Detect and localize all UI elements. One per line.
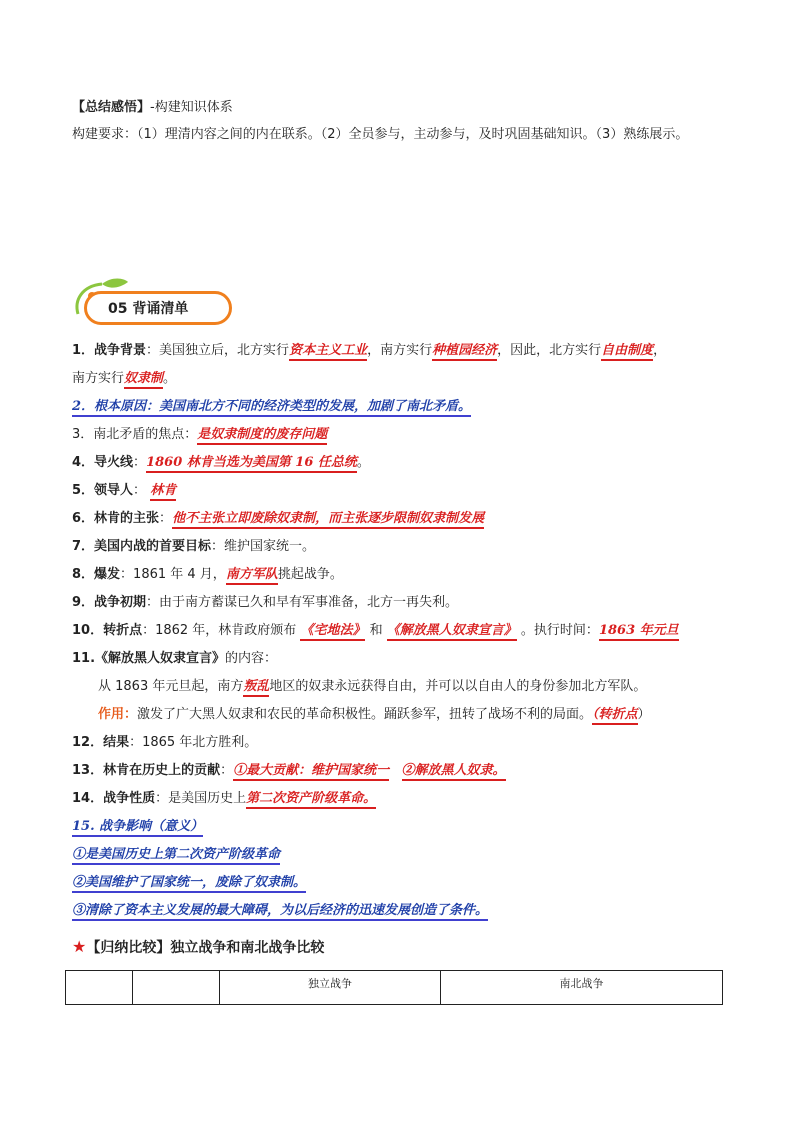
item-1-cont: 南方实行奴隶制。 (72, 367, 176, 386)
item-13: 13．林肯在历史上的贡献：①最大贡献：维护国家统一 ②解放黑人奴隶。 (72, 759, 506, 778)
table-cell (133, 971, 220, 1005)
item-2: 2．根本原因：美国南北方不同的经济类型的发展，加剧了南北矛盾。 (72, 395, 471, 414)
item-11-content: 从 1863 年元旦起，南方叛乱地区的奴隶永远获得自由，并可以以自由人的身份参加北方军队。 (98, 675, 646, 694)
summary-heading-rest: -构建知识体系 (150, 100, 233, 115)
item-14: 14．战争性质：是美国历史上第二次资产阶级革命。 (72, 787, 376, 806)
item-11: 11.《解放黑人奴隶宣言》的内容： (72, 651, 278, 666)
table-header-independence-war: 独立战争 (220, 971, 441, 1005)
banner-label: 05 背诵清单 (108, 301, 189, 317)
item-12: 12．结果：1865 年北方胜利。 (72, 735, 258, 750)
summary-body: 构建要求：（1）理清内容之间的内在联系。（2）全员参与，主动参与，及时巩固基础知识。（3）熟练展示。 (72, 127, 689, 142)
item-15-point-3: ③清除了资本主义发展的最大障碍，为以后经济的迅速发展创造了条件。 (72, 899, 488, 918)
item-11-effect: 作用：激发了广大黑人奴隶和农民的革命积极性。踊跃参军，扭转了战场不利的局面。（转折点） (98, 703, 651, 722)
star-icon: ★ (72, 937, 87, 956)
item-3: 3．南北矛盾的焦点：是奴隶制度的废存问题 (72, 423, 327, 442)
item-15-point-2: ②美国维护了国家统一，废除了奴隶制。 (72, 871, 306, 890)
item-5: 5．领导人： 林肯 (72, 479, 176, 498)
comparison-table (65, 970, 723, 1005)
item-4: 4．导火线：1860 林肯当选为美国第 16 任总统。 (72, 451, 370, 470)
item-6: 6．林肯的主张：他不主张立即废除奴隶制，而主张逐步限制奴隶制发展 (72, 507, 484, 526)
item-10: 10．转折点：1862 年，林肯政府颁布 《宅地法》 和 《解放黑人奴隶宣言》 。执行时间：1863 年元旦 (72, 619, 679, 638)
item-7: 7．美国内战的首要目标：维护国家统一。 (72, 539, 316, 554)
summary-section (72, 94, 732, 148)
table-header-civil-war: 南北战争 (441, 971, 723, 1005)
table-cell (66, 971, 133, 1005)
table-row (66, 971, 723, 1005)
comparison-title (72, 937, 324, 957)
comparison-title-text: 【归纳比较】独立战争和南北战争比较 (86, 940, 325, 956)
item-1: 1．战争背景：美国独立后，北方实行资本主义工业，南方实行种植园经济，因此，北方实行自由制度， (72, 339, 666, 358)
section-banner (72, 276, 242, 328)
item-9: 9．战争初期：由于南方蓄谋已久和早有军事准备，北方一再失利。 (72, 595, 459, 610)
item-15-heading: 15. 战争影响（意义） (72, 815, 203, 834)
item-8: 8．爆发：1861 年 4 月，南方军队挑起战争。 (72, 563, 343, 582)
summary-heading (72, 94, 732, 121)
summary-heading-bracket: 【总结感悟】 (72, 100, 151, 115)
item-15-point-1: ①是美国历史上第二次资产阶级革命 (72, 843, 280, 862)
